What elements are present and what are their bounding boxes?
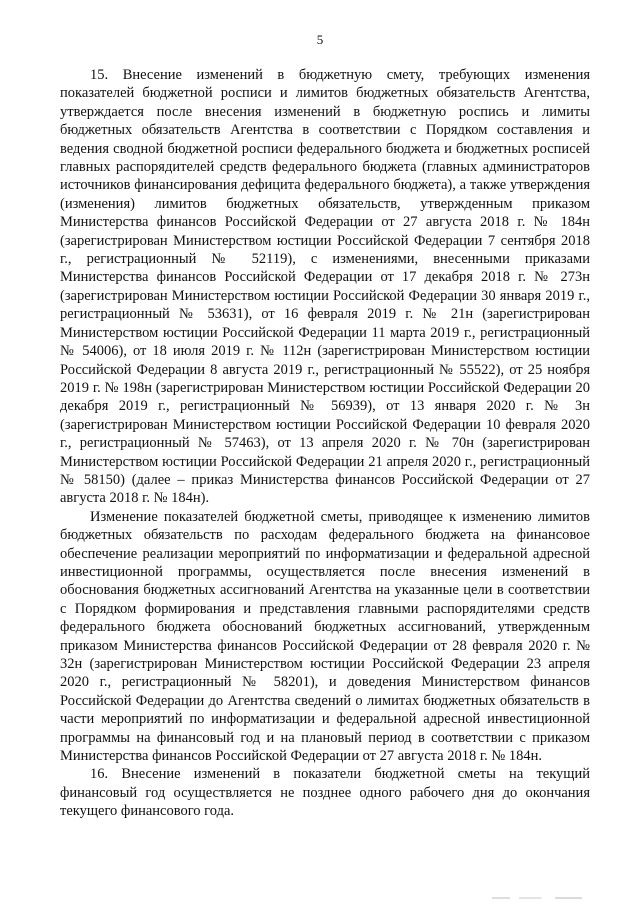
paragraph-limits-change: Изменение показателей бюджетной сметы, приводящее к изменению лимитов бюджетных обязательств по расходам федерального бюджета на финансовое обеспечение реализации мероприятий по информатизации и федеральной адресной инвестиционной программы, осуществляется после внесения изменений в обоснования бюджетных ассигнований Агентства на указанные цели в соответствии с Порядком формирования и представления главными распорядителями средств федерального бюджета обоснований бюджетных ассигнований, утвержденным приказом Министерства финансов Российской Федерации от 28 февраля 2020 г. № 32н (зарегистрирован Министерством юстиции Российской Федерации 23 апреля 2020 г., регистрационный № 58201), и доведения Министерством финансов Российской Федерации до Агентства сведений о лимитах бюджетных обязательств в части мероприятий по информатизации и федеральной адресной инвестиционной программы на финансовый год и на плановый период в соответствии с приказом Министерства финансов Российской Федерации от 27 августа 2018 г. № 184н. (60, 508, 590, 765)
paragraph-15: 15. Внесение изменений в бюджетную смету, требующих изменения показателей бюджетной росписи и лимитов бюджетных обязательств Агентства, утверждается после внесения изменений в бюджетную роспись и лимиты бюджетных обязательств Агентства в соответствии с Порядком составления и ведения сводной бюджетной росписи федерального бюджета и бюджетных росписей главных распорядителей средств федерального бюджета (главных администраторов источников финансирования дефицита федерального бюджета), а также утверждения (изменения) лимитов бюджетных обязательств, утвержденным приказом Министерства финансов Российской Федерации от 27 августа 2018 г. № 184н (зарегистрирован Министерством юстиции Российской Федерации 7 сентября 2018 г., регистрационный № 52119), с изменениями, внесенными приказами Министерства финансов Российской Федерации от 17 декабря 2018 г. № 273н (зарегистрирован Министерством юстиции Российской Федерации 30 января 2019 г., регистрационный № 53631), от 16 февраля 2019 г. № 21н (зарегистрирован Министерством юстиции Российской Федерации 11 марта 2019 г., регистрационный № 54006), от 18 июля 2019 г. № 112н (зарегистрирован Министерством юстиции Российской Федерации 8 августа 2019 г., регистрационный № 55522), от 25 ноября 2019 г. № 198н (зарегистрирован Министерством юстиции Российской Федерации 20 декабря 2019 г., регистрационный № 56939), от 13 января 2020 г. № 3н (зарегистрирован Министерством юстиции Российской Федерации 10 февраля 2020 г., регистрационный № 57463), от 13 апреля 2020 г. № 70н (зарегистрирован Министерством юстиции Российской Федерации 21 апреля 2020 г., регистрационный № 58150) (далее – приказ Министерства финансов Российской Федерации от 27 августа 2018 г. № 184н). (60, 67, 590, 507)
page-number: 5 (316, 32, 324, 47)
scan-artifact (492, 897, 582, 899)
document-body (60, 66, 590, 821)
paragraph-16: 16. Внесение изменений в показатели бюджетной сметы на текущий финансовый год осуществляется не позднее одного рабочего дня до окончания текущего финансового года. (60, 766, 590, 820)
